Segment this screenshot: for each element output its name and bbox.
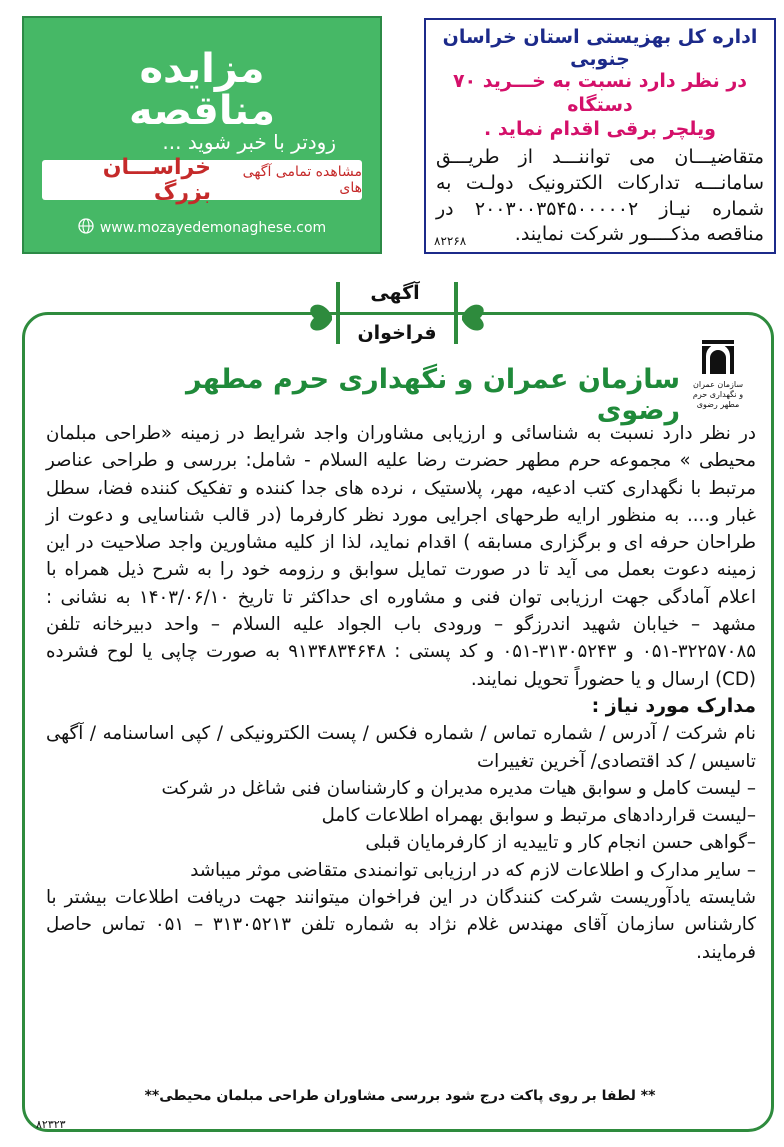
docs-heading: مدارک مورد نیاز : bbox=[591, 694, 756, 717]
promo-logo-line1: مزایده bbox=[139, 46, 265, 92]
notice-label-agahi: آگهی bbox=[340, 282, 450, 304]
promo-url[interactable]: www.mozayedemonaghese.com bbox=[99, 220, 327, 236]
notice-paragraph: در نظر دارد نسبت به شناسائی و ارزیابی مشاوران واجد شرایط در زمینه «طراحی مبلمان محیطی » مجموعه حرم مطهر حضرت رضا علیه السلام - شامل: بررسی و طراحی عناصر مرتبط با نگهداری کتب ادعیه، مهر، پلاستیک ، نرده های جدا کننده و تفکیک کننده فضا، سطل غبار و.... به منظور ارایه طرحهای اجرایی مورد نظر کارفرما (در قالب شناسایی و دعوت از طراحان حرفه ای و برگزاری مسابقه ) اقدام نماید، لذا از کلیه مشاورین واجد صلاحیت در این زمینه دعوت بعمل می آید تا در صورت تمایل سوابق و رزومه خود را به شرح ذیل همراه با اعلام آمادگی جهت ارزیابی توان فنی و مشاوره ای حداکثر تا تاریخ ۱۴۰۳/۰۶/۱۰ به نشانی : مشهد – خیابان شهید اندرزگو – ورودی باب الجواد علیه السلام – واحد دبیرخانه تلفن ۳۲۲۵۷۰۸۵-۰۵۱ و ۳۱۳۰۵۲۴۳-۰۵۱ و کد پستی : ۹۱۳۴۸۳۴۶۴۸ به صورت چاپی یا لوح فشرده (CD) ارسال و یا حضوراً تحویل نمایند. bbox=[46, 423, 756, 690]
org-title: سازمان عمران و نگهداری حرم مطهر رضوی bbox=[185, 364, 680, 426]
notice-body bbox=[46, 420, 756, 966]
promo-box bbox=[22, 16, 382, 254]
docs-line: – لیست کامل و سوابق هیات مدیره مدیران و کارشناسان فنی شاغل در شرکت bbox=[161, 777, 756, 799]
tender-body: متقاضیـــان می تواننـــد از طریـــق سامانـــه تدارکات الکترونیک دولـت به شماره نیـاز ۲۰۰۳۰۰۳۵۴۵۰۰۰۰۰۲ در مناقصه مذکــــور شرکت نمایند. bbox=[436, 146, 764, 246]
promo-logo-line2: مناقصه bbox=[129, 88, 275, 134]
org-logo-caption: سازمان عمران و نگهداری حرم مطهر رضوی bbox=[692, 380, 744, 409]
notice-label-farakhan: فراخوان bbox=[352, 322, 442, 344]
promo-url-row[interactable] bbox=[24, 218, 380, 238]
shrine-arch-icon bbox=[698, 336, 738, 376]
promo-logo bbox=[24, 48, 380, 132]
promo-band-big: خراســـان بزرگ bbox=[102, 155, 212, 205]
closing-note: شایسته یادآوریست شرکت کنندگان در این فراخوان میتوانند جهت دریافت اطلاعات بیشتر با کارشناس سازمان آقای مهندس غلام نژاد به شماره تلفن ۳۱۳۰۵۲۱۳ – ۰۵۱ تماس حاصل فرمایند. bbox=[46, 887, 756, 963]
docs-line: – سایر مدارک و اطلاعات لازم که در ارزیابی توانمندی متقاضی موثر میباشد bbox=[190, 859, 756, 881]
docs-line: –لیست قراردادهای مرتبط و سوابق بهمراه اطلاعات کامل bbox=[321, 805, 756, 827]
notice-code: ۸۲۳۲۳ bbox=[36, 1118, 66, 1131]
tender-box bbox=[424, 18, 776, 254]
tender-headline-2: ویلچر برقی اقدام نماید . bbox=[484, 117, 716, 140]
tender-org: اداره کل بهزیستی استان خراسان جنوبی bbox=[442, 26, 758, 70]
docs-line: –گواهی حسن انجام کار و تاییدیه از کارفرمایان قبلی bbox=[365, 832, 756, 854]
globe-icon bbox=[78, 218, 94, 238]
envelope-footnote: ** لطفا بر روی پاکت درج شود بررسی مشاوران طراحی مبلمان محیطی** bbox=[144, 1088, 656, 1104]
promo-band bbox=[42, 155, 362, 205]
tender-headline: در نظر دارد نسبت به خـــرید ۷۰ دستگاه bbox=[452, 70, 748, 116]
docs-line: نام شرکت / آدرس / شماره تماس / شماره فکس / پست الکترونیکی / کپی اساسنامه / آگهی تاسیس / کد اقتصادی/ آخرین تغییرات bbox=[46, 723, 756, 772]
org-logo bbox=[690, 336, 746, 414]
tender-code: ۸۲۲۶۸ bbox=[434, 234, 467, 248]
promo-tagline: زودتر با خبر شوید ... bbox=[162, 130, 336, 154]
promo-band-small: مشاهده تمامی آگهی های bbox=[242, 164, 362, 196]
